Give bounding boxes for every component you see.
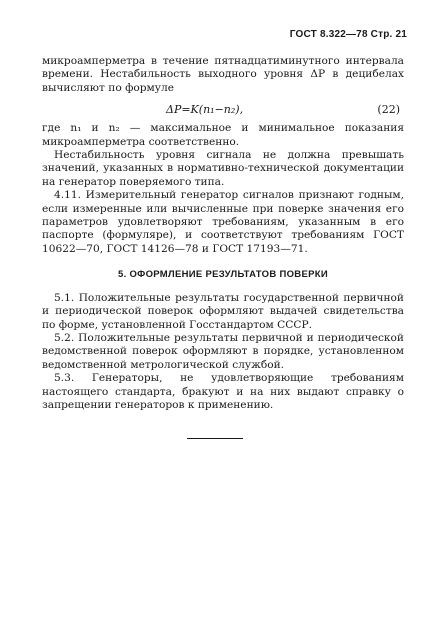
- formula-number: (22): [377, 103, 400, 117]
- where-paragraph: где n₁ и n₂ — максимальное и минимальное показания микроамперметра соответственно.: [42, 122, 404, 148]
- paragraph-5-3: 5.3. Генераторы, не удовлетворяющие требованиям настоящего стандарта, бракуют и на них выдают справку о запрещении генераторов к применению.: [42, 372, 404, 411]
- paragraph-5-2: 5.2. Положительные результаты первичной и периодической ведомственной поверок оформляют в порядке, установленном ведомственной метрологической службой.: [42, 331, 404, 371]
- formula-row: [42, 97, 404, 121]
- page-header: ГОСТ 8.322—78 Стр. 21: [289, 29, 407, 40]
- instability-paragraph: Нестабильность уровня сигнала не должна превышать значений, указанных в нормативно-технической документации на генератор поверяемого типа.: [42, 149, 404, 188]
- document-body: [42, 55, 404, 412]
- separator-line: [187, 438, 243, 439]
- paragraph-4-11: 4.11. Измерительный генератор сигналов признают годным, если измеренные или вычисленные при поверке значения его параметров удовлетворяют требованиям, указанным в его паспорте (формуляре), и соответствуют требованиям ГОСТ 10622—70, ГОСТ 14126—78 и ГОСТ 17193—71.: [42, 189, 404, 255]
- section-heading: 5. ОФОРМЛЕНИЕ РЕЗУЛЬТАТОВ ПОВЕРКИ: [118, 269, 328, 281]
- continuation-paragraph: микроамперметра в течение пятнадцатиминутного интервала времени. Нестабильность выходного уровня ΔP в децибелах вычисляют по формуле: [42, 55, 404, 94]
- formula: ΔP=K(n₁−n₂),: [166, 103, 244, 117]
- paragraph-5-1: 5.1. Положительные результаты государственной первичной и периодической поверок оформляют выдачей свидетельства по форме, установленной Госстандартом СССР.: [42, 291, 404, 331]
